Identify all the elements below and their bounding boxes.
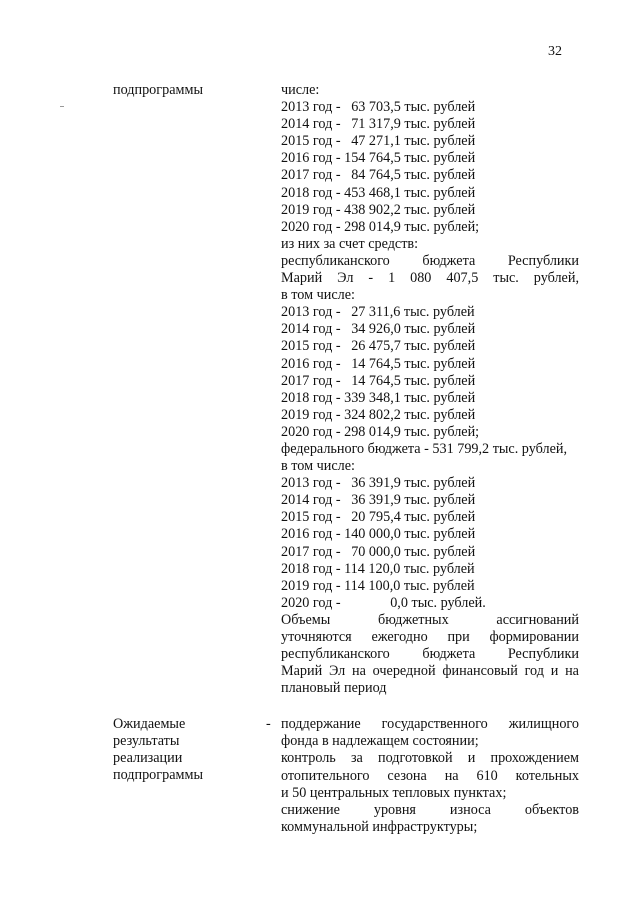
result-item-line: контроль за подготовкой и прохождением — [281, 750, 579, 767]
result-item-line: и 50 центральных тепловых пунктах; — [281, 784, 507, 801]
bottom-section-content — [281, 716, 579, 836]
note-line: уточняются ежегодно при формировании — [281, 629, 579, 645]
result-item-line: поддержание государственного жилищного — [281, 716, 579, 732]
bottom-section-label — [113, 716, 203, 784]
republic-year-line: 2018 год - 339 348,1 тыс. рублей — [281, 389, 476, 406]
note-line: республиканского бюджета Республики — [281, 646, 579, 663]
federal-year-line: 2014 год - 36 391,9 тыс. рублей — [281, 492, 476, 509]
label-line: подпрограммы — [113, 767, 203, 783]
republic-year-line: 2014 год - 34 926,0 тыс. рублей — [281, 321, 476, 338]
result-item-line: отопительного сезона на 610 котельных — [281, 767, 579, 784]
republic-year-line: 2015 год - 26 475,7 тыс. рублей — [281, 338, 476, 355]
text-line: из них за счет средств: — [281, 235, 419, 252]
top-section-label: подпрограммы — [113, 82, 203, 98]
republic-year-line: 2016 год - 14 764,5 тыс. рублей — [281, 355, 476, 372]
text-line: 2019 год - 438 902,2 тыс. рублей — [281, 201, 476, 218]
republic-year-line: 2020 год - 298 014,9 тыс. рублей; — [281, 423, 480, 440]
note-line: Объемы бюджетных ассигнований — [281, 611, 579, 628]
federal-year-line: 2020 год - 0,0 тыс. рублей. — [281, 594, 486, 611]
federal-budget-heading: федерального бюджета - 531 799,2 тыс. рублей, — [281, 440, 568, 457]
text-line: 2015 год - 47 271,1 тыс. рублей — [281, 133, 476, 150]
note-line: Марий Эл на очередной финансовый год и на — [281, 663, 579, 680]
label-line: результаты — [113, 733, 180, 749]
federal-year-line: 2016 год - 140 000,0 тыс. рублей — [281, 526, 476, 543]
text-line: 2020 год - 298 014,9 тыс. рублей; — [281, 218, 480, 235]
text-line: 2017 год - 84 764,5 тыс. рублей — [281, 167, 476, 184]
federal-year-line: 2013 год - 36 391,9 тыс. рублей — [281, 475, 476, 492]
text-line: в том числе: — [281, 458, 355, 475]
federal-year-line: 2018 год - 114 120,0 тыс. рублей — [281, 560, 475, 577]
label-line: реализации — [113, 750, 183, 766]
page-number: 32 — [548, 44, 562, 59]
note-line: плановый период — [281, 680, 387, 697]
republic-budget-heading: республиканского бюджета Республики — [281, 252, 579, 269]
label-dash: - — [266, 716, 271, 732]
result-item-line: коммунальной инфраструктуры; — [281, 819, 478, 836]
text-line: числе: — [281, 82, 320, 98]
federal-year-line: 2015 год - 20 795,4 тыс. рублей — [281, 509, 476, 526]
text-line: 2018 год - 453 468,1 тыс. рублей — [281, 184, 476, 201]
text-line: в том числе: — [281, 287, 355, 304]
text-line: 2014 год - 71 317,9 тыс. рублей — [281, 116, 476, 133]
federal-year-line: 2017 год - 70 000,0 тыс. рублей — [281, 543, 476, 560]
label-line: Ожидаемые — [113, 716, 186, 732]
result-item-line: снижение уровня износа объектов — [281, 802, 579, 819]
text-line: 2013 год - 63 703,5 тыс. рублей — [281, 99, 476, 116]
republic-year-line: 2017 год - 14 764,5 тыс. рублей — [281, 372, 476, 389]
result-item-line: фонда в надлежащем состоянии; — [281, 733, 479, 750]
federal-year-line: 2019 год - 114 100,0 тыс. рублей — [281, 577, 475, 594]
top-section-content — [281, 82, 579, 697]
republic-year-line: 2013 год - 27 311,6 тыс. рублей — [281, 304, 475, 321]
republic-year-line: 2019 год - 324 802,2 тыс. рублей — [281, 406, 476, 423]
republic-budget-total: Марий Эл - 1 080 407,5 тыс. рублей, — [281, 270, 579, 287]
scan-speck — [60, 106, 64, 107]
text-line: 2016 год - 154 764,5 тыс. рублей — [281, 150, 476, 167]
